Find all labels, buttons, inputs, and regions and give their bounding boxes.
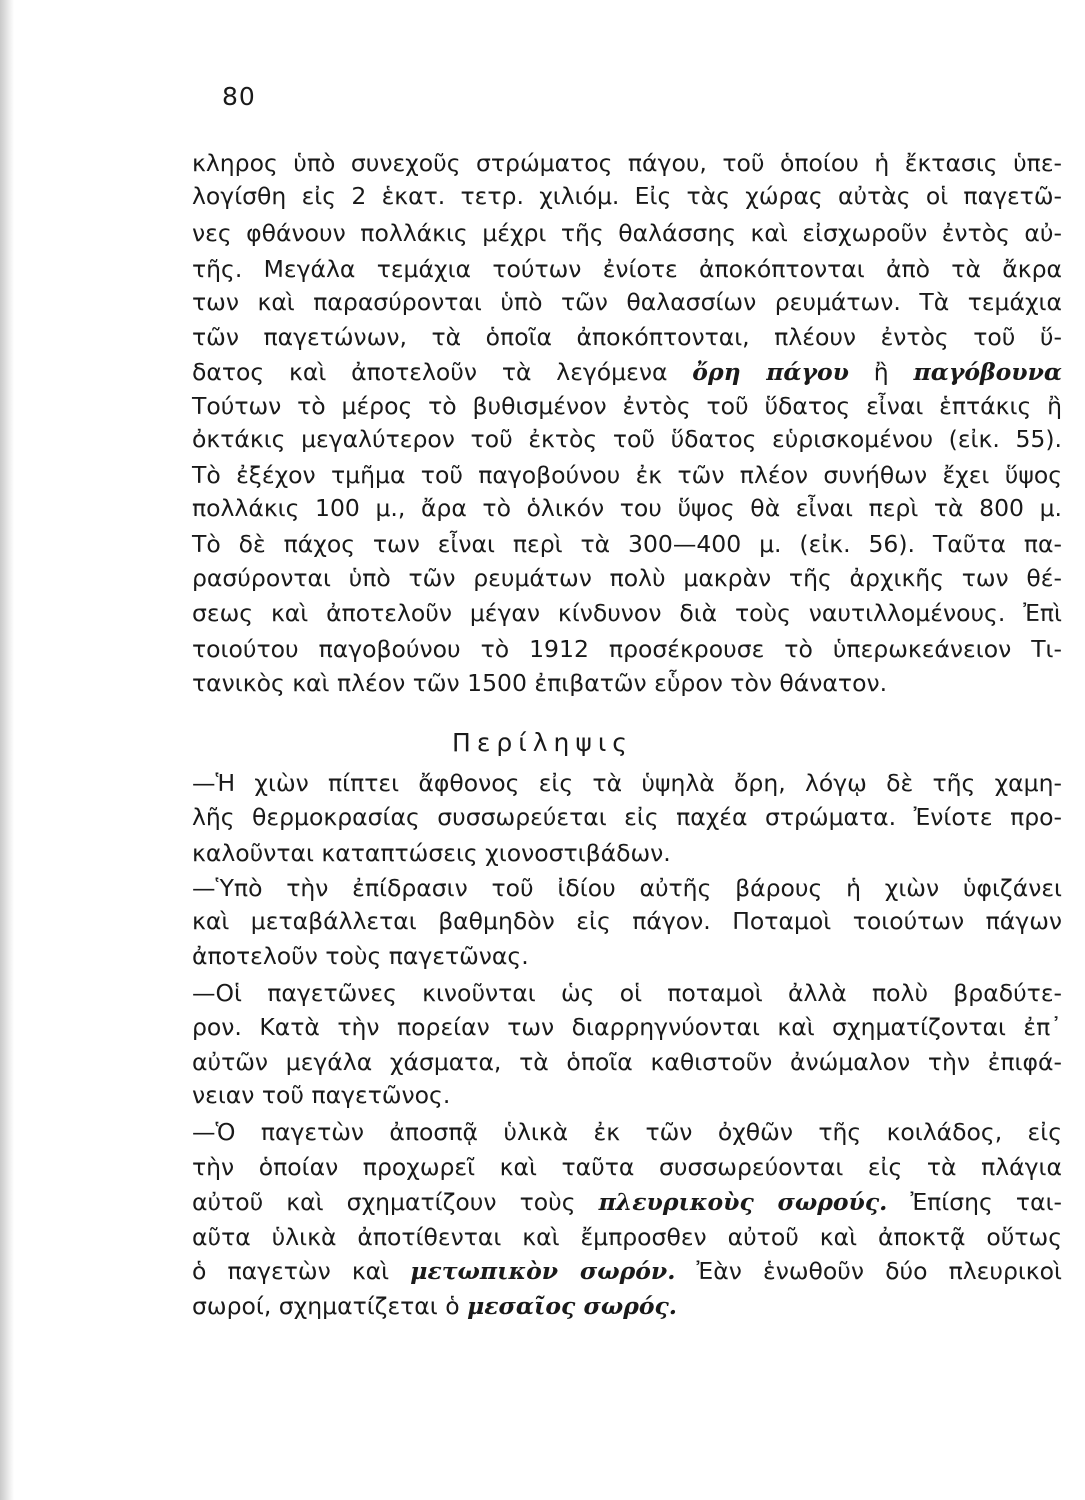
text-segment: Ἐπίσης ται- [887,1188,1062,1216]
body-line: Τούτων τὸ μέρος τὸ βυθισμένον ἐντὸς τοῦ ὕδατος εἶναι ἑπτάκις ἢ [192,392,1062,420]
summary-line: ἀποτελοῦν τοὺς παγετῶνας. [192,942,529,970]
term-ice-mountains: ὄρη πάγου [692,358,849,386]
body-line: πολλάκις 100 μ., ἄρα τὸ ὁλικόν του ὕψος θὰ εἶναι περὶ τὰ 800 μ. [192,494,1062,522]
body-line: τῶν παγετώνων, τὰ ὁποῖα ἀποκόπτονται, πλέουν ἐντὸς τοῦ ὕ- [192,323,1062,351]
body-line-with-terms [192,357,1062,387]
body-line: Τὸ δὲ πάχος των εἶναι περὶ τὰ 300—400 μ. (εἰκ. 56). Ταῦτα πα- [192,530,1062,558]
page-number: 80 [222,82,256,111]
text-segment: ὁ παγετὼν καὶ [192,1257,411,1285]
summary-line: —Ἡ χιὼν πίπτει ἄφθονος εἰς τὰ ὑψηλὰ ὄρη, λόγῳ δὲ τῆς χαμη- [192,769,1062,797]
term-icebergs: παγόβουνα [913,358,1062,386]
summary-line-with-term [192,1256,1062,1286]
text-segment: σωροί, σχηματίζεται ὁ [192,1292,468,1320]
summary-line: νειαν τοῦ παγετῶνος. [192,1081,451,1109]
summary-line: λῆς θερμοκρασίας συσσωρεύεται εἰς παχέα στρώματα. Ἐνίοτε προ- [192,803,1062,831]
body-line: κληρος ὑπὸ συνεχοῦς στρώματος πάγου, τοῦ ὁποίου ἡ ἔκτασις ὑπε- [192,149,1062,177]
summary-line: καὶ μεταβάλλεται βαθμηδὸν εἰς πάγον. Ποταμοὶ τοιούτων πάγων [192,907,1062,935]
term-lateral-moraines: πλευρικοὺς σωρούς. [598,1188,888,1216]
text-segment: δατος καὶ ἀποτελοῦν τὰ λεγόμενα [192,358,693,386]
body-line: λογίσθη εἰς 2 ἑκατ. τετρ. χιλιόμ. Εἰς τὰς χώρας αὐτὰς οἱ παγετῶ- [192,182,1062,210]
body-line: τανικὸς καὶ πλέον τῶν 1500 ἐπιβατῶν εὗρον τὸν θάνατον. [192,669,888,697]
summary-line: —Ὁ παγετὼν ἀποσπᾷ ὑλικὰ ἐκ τῶν ὀχθῶν τῆς κοιλάδος, εἰς [192,1118,1062,1146]
body-line: τῆς. Μεγάλα τεμάχια τούτων ἐνίοτε ἀποκόπτονται ἀπὸ τὰ ἄκρα [192,255,1062,283]
body-line: Τὸ ἐξέχον τμῆμα τοῦ παγοβούνου ἐκ τῶν πλέον συνήθων ἔχει ὕψος [192,461,1062,489]
summary-line: —Ὑπὸ τὴν ἐπίδρασιν τοῦ ἰδίου αὐτῆς βάρους ἡ χιὼν ὑφιζάνει [192,874,1062,902]
summary-line-with-term [192,1291,1062,1321]
summary-line: —Οἱ παγετῶνες κινοῦνται ὡς οἱ ποταμοὶ ἀλλὰ πολὺ βραδύτε- [192,979,1062,1007]
body-line: ὀκτάκις μεγαλύτερον τοῦ ἐκτὸς τοῦ ὕδατος εὑρισκομένου (εἰκ. 55). [192,425,1062,453]
text-segment: αὐτοῦ καὶ σχηματίζουν τοὺς [192,1188,599,1216]
term-medial-moraine: μεσαῖος σωρός. [467,1292,677,1320]
summary-heading: Περίληψις [452,728,633,757]
text-segment: Ἐὰν ἑνωθοῦν δύο πλευρικοὶ [675,1257,1062,1285]
summary-line: αὐτῶν μεγάλα χάσματα, τὰ ὁποῖα καθιστοῦν ἀνώμαλον τὴν ἐπιφά- [192,1048,1062,1076]
summary-line: ρον. Κατὰ τὴν πορείαν των διαρρηγνύονται καὶ σχηματίζονται ἐπ᾽ [192,1013,1062,1041]
body-line: σεως καὶ ἀποτελοῦν μέγαν κίνδυνον διὰ τοὺς ναυτιλλομένους. Ἐπὶ [192,599,1062,627]
body-line: τοιούτου παγοβούνου τὸ 1912 προσέκρουσε τὸ ὑπερωκεάνειον Τι- [192,635,1062,663]
body-line: ρασύρονται ὑπὸ τῶν ρευμάτων πολὺ μακρὰν τῆς ἀρχικῆς των θέ- [192,564,1062,592]
summary-line-with-term [192,1187,1062,1217]
summary-line: τὴν ὁποίαν προχωρεῖ καὶ ταῦτα συσσωρεύονται εἰς τὰ πλάγια [192,1153,1062,1181]
summary-line: αῦτα ὑλικὰ ἀποτίθενται καὶ ἔμπροσθεν αὐτοῦ καὶ ἀποκτᾷ οὕτως [192,1223,1062,1251]
body-line: των καὶ παρασύρονται ὑπὸ τῶν θαλασσίων ρευμάτων. Τὰ τεμάχια [192,288,1062,316]
text-segment: ἢ [848,358,914,386]
summary-line: καλοῦνται καταπτώσεις χιονοστιβάδων. [192,839,671,867]
body-line: νες φθάνουν πολλάκις μέχρι τῆς θαλάσσης καὶ εἰσχωροῦν ἐντὸς αὐ- [192,219,1062,247]
term-terminal-moraine: μετωπικὸν σωρόν. [410,1257,676,1285]
